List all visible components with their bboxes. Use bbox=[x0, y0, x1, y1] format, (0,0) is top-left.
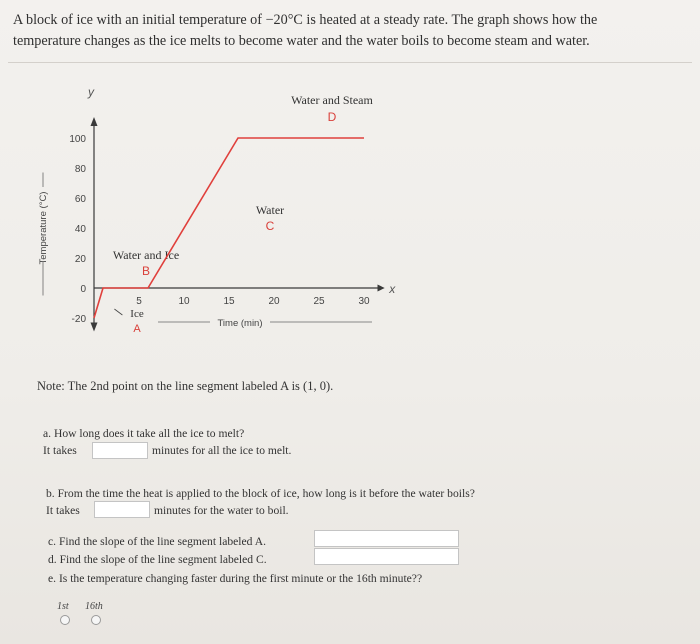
segment-d-name: Water and Steam bbox=[291, 93, 373, 107]
segment-a-pointer bbox=[114, 309, 122, 315]
x-tick-label-30: 30 bbox=[358, 296, 370, 307]
option-16th-radio[interactable] bbox=[91, 615, 101, 625]
problem-line-2: temperature changes as the ice melts to become water and the water boils to become steam and water. bbox=[13, 33, 590, 49]
option-1st-radio[interactable] bbox=[60, 615, 70, 625]
y-axis-title: Temperature (°C) bbox=[38, 191, 49, 265]
y-tick-label-20: 20 bbox=[74, 254, 86, 265]
question-b-suffix: minutes for the water to boil. bbox=[154, 504, 289, 517]
segment-labels bbox=[113, 93, 374, 335]
question-e: e. Is the temperature changing faster during the first minute or the 16th minute?? bbox=[48, 572, 423, 585]
y-tick-label-0: 0 bbox=[80, 284, 86, 295]
segment-d-letter: D bbox=[327, 110, 337, 124]
x-axis-title: Time (min) bbox=[217, 318, 263, 329]
data-series bbox=[94, 138, 364, 318]
option-16th-label: 16th bbox=[85, 601, 103, 612]
question-c-answer-input[interactable] bbox=[314, 530, 459, 547]
y-axis-arrow-down bbox=[91, 323, 98, 332]
option-1st-label: 1st bbox=[57, 601, 69, 612]
y-tick-label--20: -20 bbox=[71, 314, 86, 325]
y-axis-arrow-up bbox=[91, 117, 98, 126]
temperature-line bbox=[94, 138, 364, 318]
segment-b-letter: B bbox=[141, 264, 151, 278]
x-tick-label-10: 10 bbox=[178, 296, 190, 307]
note-text: Note: The 2nd point on the line segment labeled A is (1, 0). bbox=[37, 379, 334, 393]
question-b: b. From the time the heat is applied to the block of ice, how long is it before the water boils? bbox=[46, 487, 475, 500]
question-c: c. Find the slope of the line segment labeled A. bbox=[48, 535, 266, 548]
x-tick-label-5: 5 bbox=[136, 296, 142, 307]
segment-c-letter: C bbox=[265, 219, 275, 233]
question-b-lead: It takes bbox=[46, 504, 80, 517]
question-a-lead: It takes bbox=[43, 444, 77, 457]
y-tick-label-40: 40 bbox=[74, 224, 86, 235]
question-d-answer-input[interactable] bbox=[314, 548, 459, 565]
x-tick-label-15: 15 bbox=[223, 296, 235, 307]
y-tick-label-80: 80 bbox=[74, 164, 86, 175]
problem-line-1: A block of ice with an initial temperature of −20°C is heated at a steady rate. The graph shows how the bbox=[13, 12, 598, 28]
axes bbox=[38, 85, 396, 332]
y-tick-label-100: 100 bbox=[69, 134, 86, 145]
temperature-time-graph bbox=[0, 70, 440, 355]
problem-statement bbox=[13, 10, 673, 52]
segment-b-name: Water and Ice bbox=[112, 248, 180, 262]
y-tick-label-60: 60 bbox=[74, 194, 86, 205]
x-axis-letter: x bbox=[389, 282, 396, 296]
tick-labels bbox=[69, 134, 370, 325]
segment-a-name: Ice bbox=[130, 308, 144, 320]
x-tick-label-20: 20 bbox=[268, 296, 280, 307]
question-b-answer-input[interactable] bbox=[94, 501, 150, 518]
segment-a-letter: A bbox=[133, 323, 141, 335]
divider bbox=[8, 62, 692, 63]
question-a: a. How long does it take all the ice to melt? bbox=[43, 427, 245, 440]
x-tick-label-25: 25 bbox=[313, 296, 325, 307]
x-axis-arrow bbox=[378, 285, 385, 292]
question-d: d. Find the slope of the line segment labeled C. bbox=[48, 553, 267, 566]
question-a-suffix: minutes for all the ice to melt. bbox=[152, 444, 292, 457]
question-a-answer-input[interactable] bbox=[92, 442, 148, 459]
y-axis-letter: y bbox=[88, 85, 94, 99]
segment-c-name: Water bbox=[255, 203, 285, 217]
